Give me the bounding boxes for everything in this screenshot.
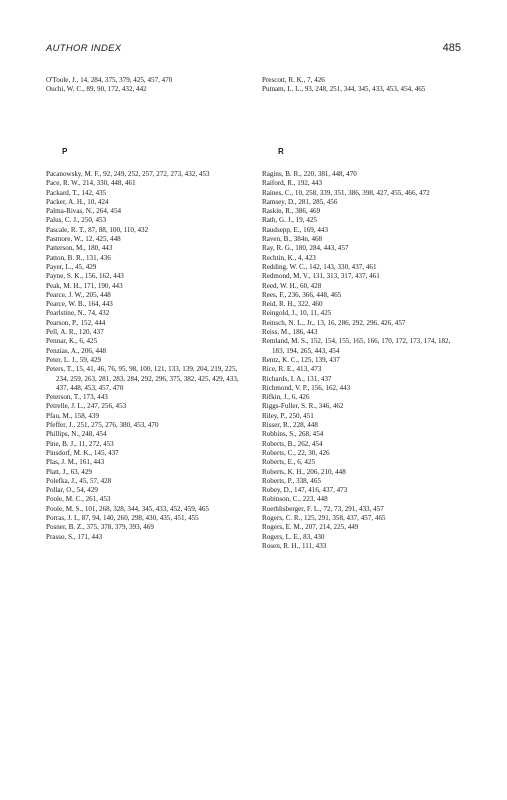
index-entry: Rifkin, J., 6, 426 (262, 393, 310, 402)
index-entry: Pearce, J. W., 205, 448 (46, 290, 111, 299)
index-entry: Ragins, B. R., 220, 381, 448, 470 (262, 170, 357, 178)
index-entry: Poole, M. S., 101, 268, 328, 344, 345, 433, 452, 459, 465 (46, 504, 209, 513)
index-entry: Patterson, M., 180, 443 (46, 244, 113, 253)
index-entry: Pearlstine, N., 74, 432 (46, 309, 110, 318)
index-entry: Posner, B. Z., 375, 378, 379, 393, 469 (46, 523, 154, 532)
index-entry: Ouchi, W. C., 89, 90, 172, 432, 442 (46, 85, 147, 94)
index-entry: Prasso, S., 171, 443 (46, 532, 103, 541)
index-entry: Palma-Rivas, N., 264, 454 (46, 207, 122, 216)
index-entry: Roberts, K. H., 206, 210, 448 (262, 467, 346, 476)
left-top-entries (46, 76, 246, 95)
index-entry: Peter, L. J., 59, 429 (46, 355, 102, 364)
index-entry: Robbins, S., 268, 454 (262, 430, 324, 439)
index-entry: Risser, R., 228, 448 (262, 421, 318, 430)
right-index-column (262, 170, 462, 551)
index-entry: Raines, C., 10, 258, 339, 351, 386, 398, 427, 455, 466, 472 (262, 188, 430, 197)
index-entry: Pine, B. J., 11, 272, 453 (46, 439, 114, 448)
index-entry: Rosen, R. H., 111, 433 (262, 541, 327, 550)
index-entry: Ray, R. G., 180, 284, 443, 457 (262, 244, 349, 253)
index-entry: Pace, R. W., 214, 330, 448, 461 (46, 179, 136, 188)
index-entry: Rath, G. J., 19, 425 (262, 216, 317, 225)
index-entry: Raudsepp, E., 169, 443 (262, 225, 329, 234)
index-entry: Roberts, C., 22, 30, 426 (262, 448, 330, 457)
index-entry: Roberts, E., 6, 425 (262, 458, 316, 467)
index-entry: Pfeffer, J., 251, 275, 276, 380, 453, 470 (46, 421, 159, 430)
index-entry: Roberts, B., 262, 454 (262, 439, 323, 448)
index-entry: Pennar, K., 6, 425 (46, 337, 98, 346)
right-top-entries (262, 76, 462, 95)
index-entry: Polefka, J., 45, 57, 428 (46, 476, 112, 485)
index-entry: Pearce, W. B., 164, 443 (46, 300, 113, 309)
index-entry: Raiford, R., 192, 443 (262, 179, 323, 188)
index-entry: Rechtin, K., 4, 423 (262, 253, 316, 262)
index-entry: Putnam, L. L., 93, 248, 251, 344, 345, 433, 453, 454, 465 (262, 85, 426, 94)
index-entry: Peters, T., 15, 41, 46, 76, 95, 98, 100, 121, 133, 139, 204, 219, 225, 234, 259, 263, 281, 283, 284, 292, 296, 375, 382, 425, 429, 433, 437, 448, 453, 457, 470 (46, 365, 239, 392)
index-entry: Packer, A. H., 10, 424 (46, 197, 109, 206)
index-entry: Pearson, P., 152, 444 (46, 318, 106, 327)
index-entry: Penzias, A., 206, 448 (46, 346, 107, 355)
index-entry: O'Toole, J., 14, 284, 375, 379, 425, 457, 470 (46, 76, 173, 84)
index-entry: Ramsey, D., 281, 285, 456 (262, 197, 338, 206)
index-entry: Rice, R. E., 413, 473 (262, 365, 322, 374)
index-entry: Richards, I. A., 131, 437 (262, 374, 332, 383)
index-entry: Raven, B., 384n, 468 (262, 235, 323, 244)
index-entry: Rogers, L. E., 83, 430 (262, 532, 325, 541)
index-entry: Pfau, M., 158, 439 (46, 411, 100, 420)
index-entry: Redmond, M. V., 131, 313, 317, 437, 461 (262, 272, 380, 281)
index-entry: Rogers, C. R., 125, 291, 358, 437, 457, 465 (262, 513, 386, 522)
index-entry: Rentz, K. C., 125, 139, 437 (262, 355, 340, 364)
index-entry: Palus, C. J., 250, 453 (46, 216, 107, 225)
page-number: 485 (442, 42, 461, 54)
index-entry: Reinsch, N. L., Jr., 13, 16, 286, 292, 296, 426, 457 (262, 318, 406, 327)
running-head: AUTHOR INDEX (46, 43, 122, 54)
index-entry: Reiss, M., 186, 443 (262, 328, 318, 337)
index-entry: Robinson, C., 223, 448 (262, 495, 328, 504)
section-letter-r: R (278, 147, 284, 156)
index-entry: Rees, F., 236, 366, 448, 465 (262, 290, 342, 299)
index-entry: Raskin, R., 386, 469 (262, 207, 321, 216)
index-entry: Pinsdorf, M. K., 145, 437 (46, 448, 119, 457)
index-entry: Packard, T., 142, 435 (46, 188, 107, 197)
index-entry: Pell, A. R., 120, 437 (46, 328, 104, 337)
index-entry: Phillips, N., 248, 454 (46, 430, 107, 439)
index-entry: Rogers, E. M., 207, 214, 225, 449 (262, 523, 359, 532)
left-index-column (46, 170, 246, 542)
index-entry: Plas, J. M., 161, 443 (46, 458, 105, 467)
index-entry: Riggs-Fuller, S. R., 346, 462 (262, 402, 344, 411)
index-entry: Richmond, V. P., 156, 162, 443 (262, 383, 351, 392)
index-entry: Patton, B. R., 131, 436 (46, 253, 111, 262)
index-entry: Redding, W. C., 142, 143, 330, 437, 461 (262, 262, 377, 271)
index-entry: Robey, D., 147, 416, 437, 473 (262, 486, 348, 495)
index-entry: Pacanowsky, M. F., 92, 249, 252, 257, 272, 273, 432, 453 (46, 170, 210, 178)
index-entry: Porras, J. I., 87, 94, 140, 260, 298, 430, 435, 451, 455 (46, 513, 199, 522)
index-entry: Reed, W. H., 60, 428 (262, 281, 322, 290)
index-entry: Peak, M. H., 171, 190, 443 (46, 281, 123, 290)
index-entry: Peterson, T., 173, 443 (46, 393, 108, 402)
index-entry: Roberts, P., 338, 465 (262, 476, 321, 485)
index-entry: Payer, L., 45, 429 (46, 262, 97, 271)
index-entry: Roethlisberger, F. L., 72, 73, 291, 433, 457 (262, 504, 384, 513)
index-entry: Payne, S. K., 156, 162, 443 (46, 272, 124, 281)
page-header (46, 43, 461, 59)
index-entry: Riley, P., 250, 451 (262, 411, 314, 420)
index-entry: Petrelle, J. L., 247, 256, 453 (46, 402, 127, 411)
index-entry: Remland, M. S., 152, 154, 155, 165, 166, 170, 172, 173, 174, 182, 183, 194, 265, 443, 454 (262, 337, 451, 355)
index-entry: Reingold, J., 10, 11, 425 (262, 309, 332, 318)
index-entry: Prescott, R. K., 7, 426 (262, 76, 325, 84)
section-letter-p: P (62, 147, 68, 156)
index-entry: Pasmore, W., 12, 425, 448 (46, 235, 121, 244)
index-entry: Pascale, R. T., 87, 88, 100, 110, 432 (46, 225, 149, 234)
index-entry: Poole, M. C., 261, 453 (46, 495, 111, 504)
index-entry: Platt, J., 63, 429 (46, 467, 92, 476)
index-entry: Pollar, O., 54, 429 (46, 486, 98, 495)
index-entry: Reid, R. H., 322, 460 (262, 300, 323, 309)
